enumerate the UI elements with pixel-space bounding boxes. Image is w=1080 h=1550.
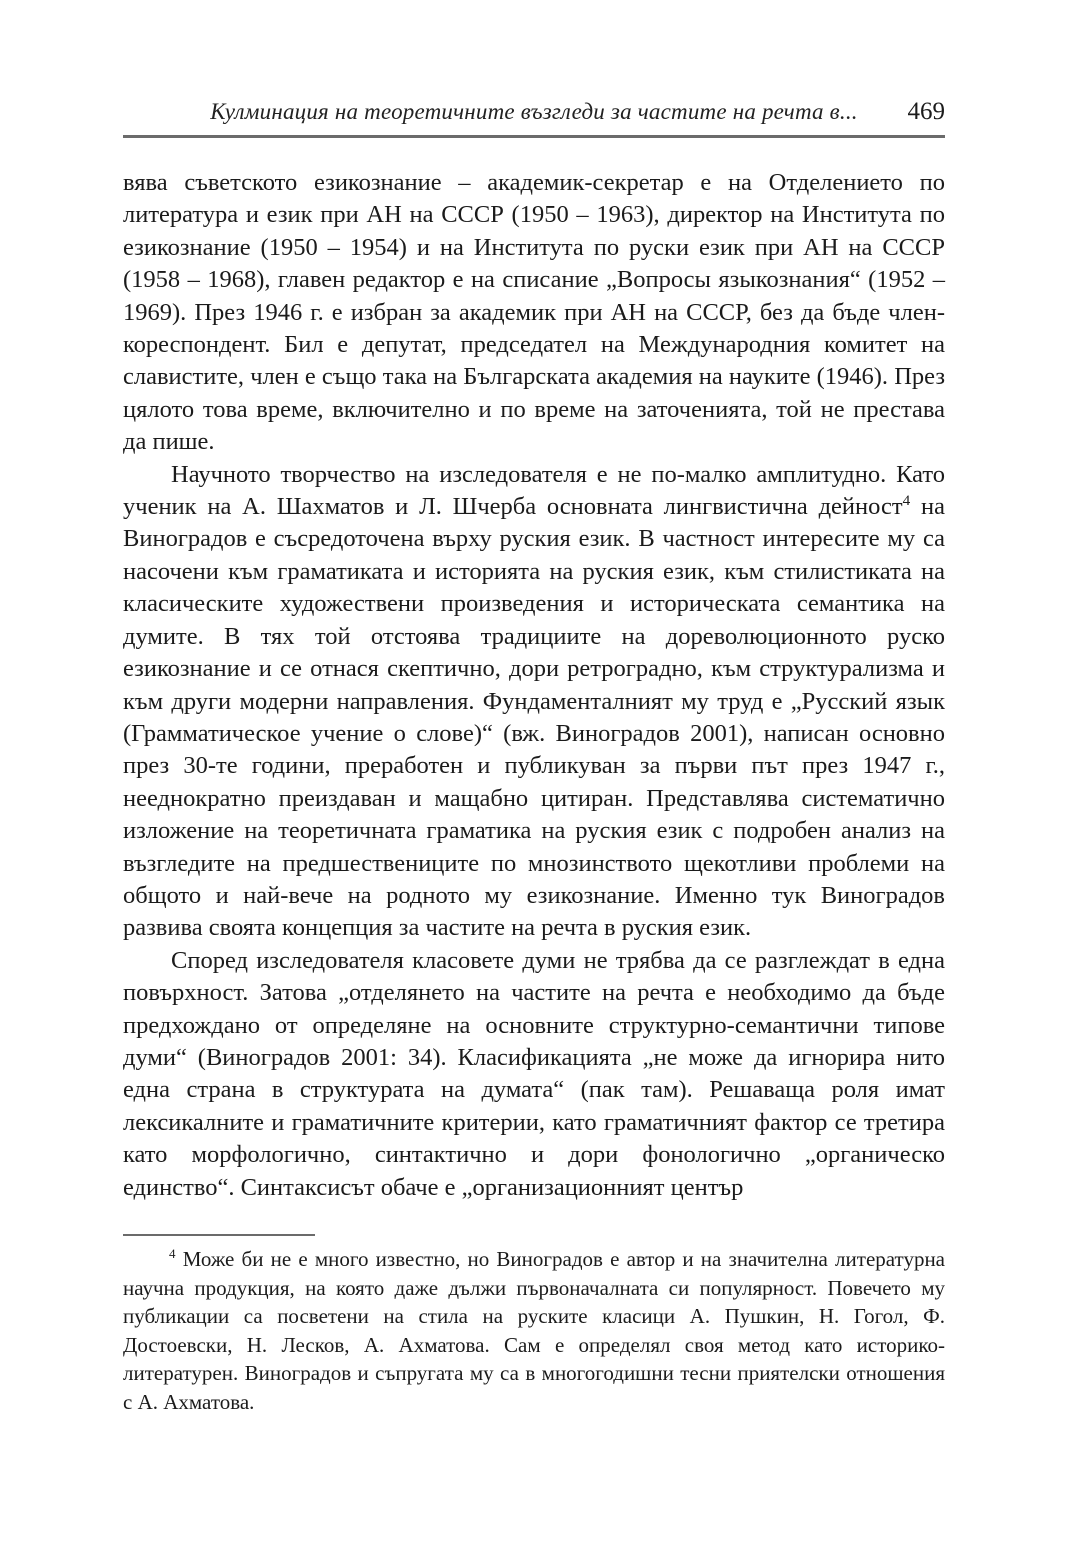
footnote-body: Може би не е много известно, но Виноградов е автор и на значителна литературна научна продукция, на която даже дължи първоначалната си популярност. Повечето му публикации са посветени на стила на руските класици А. Пушкин, Н. Гогол, Ф. Достоевски, Н. Лесков, А. Ахматова. Сам е определял своя метод като историко-литературен. Виноградов и съпругата му са в многогодишни тесни приятелски отношения с А. Ахматова. bbox=[123, 1247, 945, 1414]
page-number: 469 bbox=[907, 98, 945, 125]
footnote-marker: 4 bbox=[169, 1246, 176, 1261]
paragraph-3: Според изследователя класовете думи не трябва да се разглеждат в една повърхност. Затова „отделянето на частите на речта е необходимо да бъде предхождано от определяне на основните структурно-семантични типове думи“ (Виноградов 2001: 34). Класификацията „не може да игнорира нито една страна в структурата на думата“ (пак там). Решаваща роля имат лексикалните и граматичните критерии, като граматичният фактор се третира като морфологично, синтактично и дори фонологично „органическо единство“. Синтаксисът обаче е „организационният център bbox=[123, 946, 945, 1201]
footnote-text bbox=[123, 1245, 945, 1417]
running-title: Кулминация на теоретичните възгледи за частите на речта в... bbox=[210, 99, 858, 124]
header-rule bbox=[123, 135, 945, 138]
footnote-reference: 4 bbox=[902, 491, 911, 509]
body-text bbox=[123, 167, 945, 1204]
page-content bbox=[123, 98, 945, 1417]
paragraph-2 bbox=[123, 459, 945, 945]
paragraph-1: вява съветското езикознание – академик-секретар е на Отделението по литература и език при АН на СССР (1950 – 1963), директор на Института по езикознание (1950 – 1954) и на Института по руски език при АН на СССР (1958 – 1968), главен редактор е на списание „Вопросы языкознания“ (1952 – 1969). През 1946 г. е избран за академик при АН на СССР, без да бъде член-кореспондент. Бил е депутат, председател на Международния комитет на славистите, член е също така на Българската академия на науките (1946). През цялото това време, включително и по време на заточенията, той не престава да пише. bbox=[123, 169, 945, 456]
paragraph-2-before-ref: Научното творчество на изследователя е не по-малко амплитудно. Като ученик на А. Шахматов и Л. Шчерба основната лингвистична дейност bbox=[123, 460, 945, 521]
paragraph-2-after-ref: на Виноградов е съсредоточена върху руския език. В частност интересите му са насочени към граматиката и историята на руския език, към стилистиката на класическите художествени произведения и историческата семантика на думите. В тях той отстоява традициите на дореволюционното руско езикознание и се отнася скептично, дори ретроградно, към структурализма и към други модерни направления. Фундаменталният му труд е „Русский язык (Грамматическое учение о слове)“ (вж. Виноградов 2001), написан основно през 30-те години, преработен и публикуван за първи път през 1947 г., нееднократно преиздаван и мащабно цитиран. Представлява систематично изложение на теоретичната граматика на руския език с подробен анализ на възгледите на предшествениците по мнозинството щекотливи проблеми на общото и най-вече на родното му езикознание. Именно тук Виноградов развива своята концепция за частите на речта в руския език. bbox=[123, 493, 945, 942]
footnote-separator bbox=[123, 1234, 315, 1236]
running-header bbox=[123, 98, 945, 126]
footnote bbox=[123, 1234, 945, 1417]
